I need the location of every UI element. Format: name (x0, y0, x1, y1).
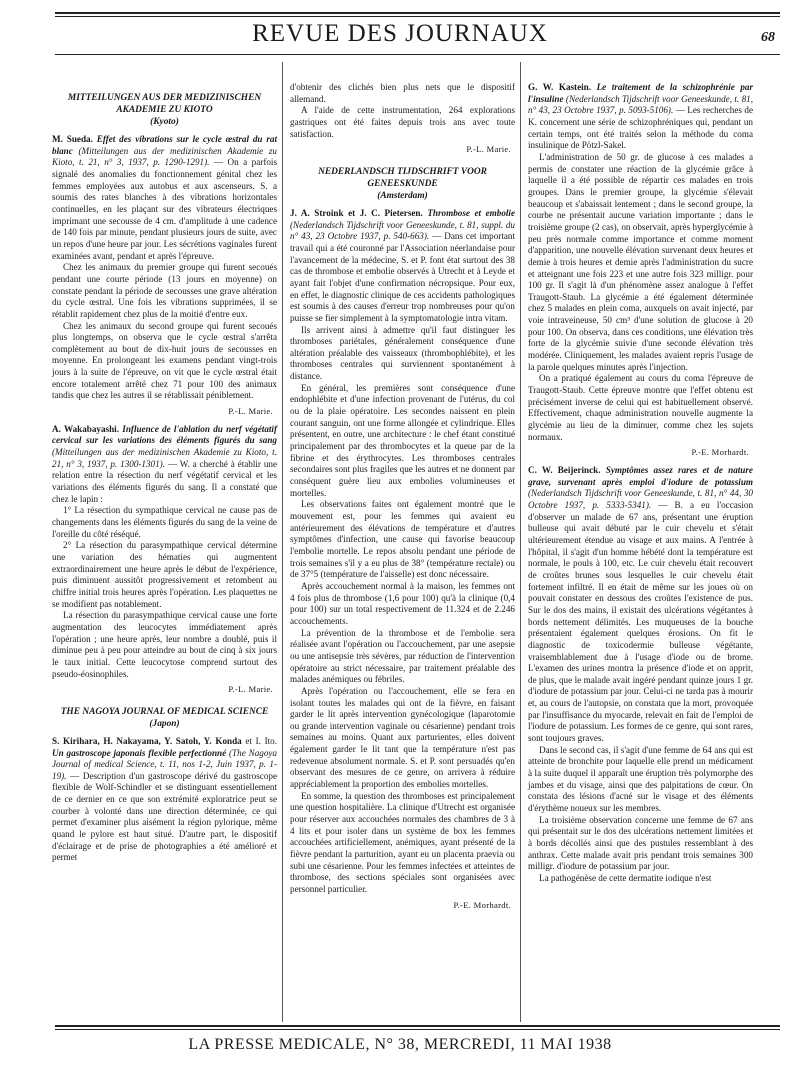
article-author: S. Kirihara, H. Nakayama, Y. Satoh, Y. Konda (52, 735, 242, 746)
article-stroink (290, 208, 515, 911)
article-signature: P.-E. Morhardt. (691, 447, 749, 458)
paragraph: La pathogénèse de cette dermatite iodique n'est (539, 872, 712, 883)
journal-name: THE NAGOYA JOURNAL OF MEDICAL SCIENCE (60, 706, 269, 717)
article-title: Symptômes assez rares et de nature grave, survenant après emploi d'iodure de potassium (528, 465, 753, 487)
paragraph: d'obtenir des clichés bien plus nets que le dispositif allemand. (290, 82, 515, 104)
paragraph: Chez les animaux du premier groupe qui furent secoués pendant une courte période (13 jours en moyenne) on constate pendant la période de secousses une grave altération du cycle œstral. Une fois les vibrations supprimées, il se rétablit rapidement chez plus de la moitié d'entre eux. (52, 262, 277, 319)
column-1 (52, 82, 277, 864)
article-source: (Mitteilungen aus der medizinischen Akademie zu Kioto, t. 21, n° 3, 1937, p. 1290-1291). (52, 145, 277, 168)
paragraph: 2° La résection du parasympathique cervical détermine une variation des hématies qui augmentent extraordinairement une heure après le début de l'expérience, puis diminuent aussitôt progressivement et retombent au chiffre initial trois heures après l'opération. Les plaquettes ne se modifient pas notablement. (52, 540, 277, 609)
article-title: Effet des vibrations sur le cycle œstral du rat blanc (52, 134, 277, 156)
column-divider-1 (282, 62, 283, 1022)
header-rule-bottom (55, 54, 780, 55)
article-author: M. Sueda. (52, 134, 93, 144)
paragraph: A l'aide de cette instrumentation, 264 explorations gastriques ont été faites depuis trois ans avec toute satisfaction. (290, 105, 515, 139)
paragraph: — On a parfois signalé des anomalies du fonctionnement génital chez les femmes employées aux autobus et aux ascenseurs. S. a soumis des rates blanches à des vibrations horizontales continuelles, en les plaçant sur des vibrateurs électriques imprimant une secousse de 4 cm. d'amplitude à une cadence de 140 fois par minute, pendant plusieurs jours de suite, avec un repos d'une heure par jour. Les sécrétions vaginales furent examinées avant, pendant et après l'épreuve. (52, 157, 278, 261)
paragraph: La résection du parasympathique cervical cause une forte augmentation des leucocytes immédiatement après l'opération ; une heure après, leur nombre a doublé, puis il diminue peu à peu pour atteindre au bout de cinq à six jours le taux initial. Cette leucocytose comprend surtout des pseudo-éosinophiles. (52, 610, 277, 679)
article-title: Influence de l'ablation du nerf végétatif cervical sur les variations des éléments figurés du sang (52, 423, 278, 446)
article-author: J. A. Stroink et J. C. Pietersen. (290, 207, 423, 218)
article-wakabayashi (52, 424, 277, 696)
paragraph: La prévention de la thrombose et de l'embolie sera réalisée avant l'opération ou l'accouchement, par une asepsie ou une antisepsie très sévères, par réduction de l'intervention opératoire au strict nécessaire, par traitement préalable des malades anémiques ou fébriles. (290, 627, 515, 685)
paragraph: Ils arrivent ainsi à admettre qu'il faut distinguer les thromboses pariétales, généralement conséquence d'une altération préalable des vaisseaux (thrombophlébite), et les thromboses centrales qui surviennent spontanément à distance. (290, 324, 515, 382)
paragraph: La troisième observation concerne une femme de 67 ans qui présentait sur le dos des ulcérations nettement limitées et à bords décollés ainsi que des pustules ressemblant à des anthrax. Cette malade avait pris pendant trois semaines 300 milligr. d'iodure de potassium par jour. (528, 814, 753, 872)
paragraph: Après accouchement normal à la maison, les femmes ont 4 fois plus de thrombose (1,6 pour 100) qu'à la clinique (0,4 pour 100) sur un total respectivement de 11.324 et de 2.246 accouchements. (290, 580, 515, 626)
header-rule-thin (55, 16, 780, 17)
paragraph: En somme, la question des thromboses est principalement une question hospitalière. La clinique d'Utrecht est organisée pour réserver aux accouchées normales des chambres de 3 à 4 lits et pour isoler dans un système de box les femmes accouchées artificiellement, anémiques, ayant présenté de la fièvre pendant la parturition, ayant eu un placenta praevia ou subi une césarienne. Pour les femmes infectées et atteintes de thrombose, des sections spéciales sont organisées avec personnel particulier. (290, 790, 515, 894)
article-signature: P.-E. Morhardt. (453, 899, 511, 910)
article-source: (Nederlandsch Tijdschrift voor Geneeskunde, t. 81, n° 43, 23 Octobre 1937, p. 5093-5106). (528, 93, 754, 116)
footer-rule-thin (55, 1029, 780, 1030)
journal-heading-nederlandsch (290, 166, 515, 202)
paragraph: — W. a cherché à établir une relation entre la résection du nerf végétatif cervical et les variations des éléments figurés du sang. Il a constaté que chez le lapin : (52, 458, 278, 504)
paragraph: — B. a eu l'occasion d'observer un malade de 67 ans, présentant une éruption bulleuse qui avait débuté par le cuir chevelu et s'était ultérieurement étendue au visage et aux mains. A l'entrée à l'hôpital, il s'agit d'un homme hébété dont la température est normale, le pouls à 100, etc. Le cuir chevelu était recouvert de croûtes brunes sous lesquelles le cuir chevelu était fortement infiltré. Il en était de même sur les joues où on pouvait constater en dessous des croûtes l'existence de pus. Sur le dos des mains, il existait des ulcérations végétantes à bords nettement délimités. Les muqueuses de la bouche présentaient également quelques érosions. On fit le diagnostic de toxicodermie bulleuse végétante, vraisemblablement due à l'usage d'iode ou de brome. L'examen des urines montra la présence d'iode et on apprit, de plus, que le malade avait ingéré pendant quinze jours 1 gr. d'iodure de potassium par jour. Celui-ci ne tarda pas à mourir et, au cours de l'autopsie, on constata que la mort, provoquée par l'insuffisance du myocarde, relevait en fait de l'emploi de l'iodure de potassium. Les formes de ce genre, qui sont rares, sont toujours graves. (528, 499, 754, 744)
paragraph: — Les recherches de K. concernent une série de schizophréniques qui, pendant un certain temps, ont été traités selon la méthode du coma insulinique de Pötzl-Sakel. (528, 105, 753, 151)
article-signature: P.-L. Marie. (228, 684, 273, 695)
article-kastein (528, 82, 753, 459)
paragraph: Dans le second cas, il s'agit d'une femme de 64 ans qui est atteinte de bronchite pour laquelle elle prend un médicament à la suite duquel il apparaît une éruption très polymorphe des jambes et du visage, ainsi que des palpitations de cœur. On constata des lésions d'acné sur le visage et des éléments d'érythème noueux sur les membres. (528, 744, 753, 814)
paragraph: — Dans cet important travail qui a été couronné par l'Association néerlandaise pour l'avancement de la médecine, S. et P. font état surtout des 38 cas de thrombose et embolie observés à Utrecht et à Leyde et ayant fait l'objet d'une confirmation nécropsique. Pour eux, en effet, le diagnostic clinique de ces accidents pathologiques est soumis à des causes d'erreur trop nombreuses pour qu'on puisse se fier simplement à la symptomatologie intra vitam. (290, 231, 516, 323)
footer-rule-thick (55, 1025, 780, 1027)
journal-name: MITTEILUNGEN AUS DER MEDIZINISCHEN AKADEMIE ZU KIOTO (67, 93, 262, 115)
journal-heading-nagoya (52, 706, 277, 730)
article-source: (Mitteilungen aus der medizinischen Akademie zu Kioto, t. 21, n° 3, 1937, p. 1300-1301). (52, 447, 277, 469)
paragraph: En général, les premières sont conséquence d'une endophlébite et d'une infection provenant de l'utérus, du col ou de la plaie opératoire. Les secondes naissent en plein courant sanguin, ont une forme allongée et cylindrique. Elles présentent, en outre, une architecture : le chef étant constitué principalement par des thrombocytes et la queue par de la fibrine et des érythrocytes. Les thromboses centrales secondaires sont plus fragiles que les autres et ne donnent par conséquent guère lieu aux embolies volumineuses et mortelles. (290, 382, 515, 498)
article-author: C. W. Beijerinck. (528, 465, 601, 475)
journal-heading-kioto (52, 92, 277, 128)
column-divider-2 (520, 62, 521, 1022)
article-title: Thrombose et embolie (427, 207, 515, 218)
column-2 (290, 82, 515, 917)
article-author: A. Wakabayashi. (52, 423, 119, 434)
column-3 (528, 82, 753, 885)
journal-place: (Amsterdam) (377, 190, 428, 201)
article-signature: P.-L. Marie. (466, 144, 511, 155)
page-footer: LA PRESSE MEDICALE, N° 38, MERCREDI, 11 MAI 1938 (188, 1036, 612, 1053)
paragraph: 1° La résection du sympathique cervical ne cause pas de changements dans les éléments figurés du sang de la veine de l'oreille du côté réséqué. (52, 505, 277, 539)
journal-place: (Japon) (149, 718, 180, 729)
paragraph: L'administration de 50 gr. de glucose à ces malades a permis de constater une réaction de la glycémie grâce à laquelle il a été possible de répartir ces malades en trois groupes. Dans le premier groupe, la glycémie s'élevait beaucoup et s'abaissait lentement ; dans le second groupe, la courbe ne présentait aucune variation importante ; dans le troisième groupe (2 cas), on observait, après hyperglycémie à peu près normale comme importance et comme moment d'apparition, une nouvelle élévation survenant deux heures et demie à trois heures et demie après l'administration du sucre et atteignant une fois 223 et une autre fois 323 milligr. pour 100 gr. Il s'agit là d'un phénomène assez analogue à l'effet Traugott-Staub. La glycémie a été également déterminée chez 5 malades en plein coma, auxquels on avait injecté, par voie intraveineuse, 50 cm³ d'une solution de glucose à 20 pour 100. On observa, dans ces conditions, une élévation très forte de la glycémie suivie d'une seconde élévation très modérée. Cliniquement, les malades avaient repris l'usage de la parole quelques minutes après l'injection. (528, 151, 753, 372)
paragraph: On a pratiqué également au cours du coma l'épreuve de Traugott-Staub. Cette épreuve montre que l'effet obtenu est précisément inverse de celui qui est habituellement observé. Effectivement, chaque administration nouvelle augmente la glycémie au lieu de la diminuer, comme chez les sujets normaux. (528, 373, 753, 442)
paragraph: Les observations faites ont également montré que le mouvement est, pour les femmes qui avaient eu antérieurement des élévations de température et d'autres symptômes d'infection, une cause qui favorise beaucoup l'embolie mortelle. Le repos absolu pendant une période de trois semaines s'il y a eu plus de 38° (température rectale) ou de 37°5 (température de l'aisselle) est donc nécessaire. (290, 499, 515, 580)
paragraph: — Description d'un gastroscope dérivé du gastroscope flexible de Wolf-Schindler et se distinguant essentiellement de ce dernier en ce que son extrémité exploratrice peut se courber à volonté dans une direction déterminée, ce qui permet d'examiner plus aisément la région pylorique, même quand le pylore est haut situé. D'autre part, le dispositif d'éclairage et de prise de photographies a été amélioré et permet (52, 770, 278, 863)
article-source: (Nederlandsch Tijdschrift voor Geneeskunde, t. 81, suppl. du n° 43, 23 Octobre 1937, p. 540-663). (290, 219, 515, 242)
running-head-title: REVUE DES JOURNAUX (252, 20, 548, 47)
article-sueda (52, 134, 277, 418)
article-title: Le traitement de la schizophrénie par l'insuline (528, 82, 753, 104)
journal-name: NEDERLANDSCH TIJDSCHRIFT VOOR GENEESKUNDE (318, 166, 487, 189)
article-author: G. W. Kastein. (528, 82, 592, 92)
article-kirihara (52, 736, 277, 864)
paragraph: Chez les animaux du second groupe qui furent secoués plus longtemps, on observa que le cycle œstral s'arrêta complètement au bout de dix-huit jours de secousses en moyenne. En prolongeant les examens pendant vingt-trois jours à la suite de l'épreuve, on vit que le cycle œstral était encore totalement arrêté chez 71 pour 100 des animaux tandis que chez les autres il se rétablissait péniblement. (52, 320, 277, 401)
article-beijerinck (528, 465, 753, 885)
article-author-cont: et I. Ito. (245, 735, 278, 746)
paragraph: Après l'opération ou l'accouchement, elle se fera en isolant toutes les malades qui ont de la fièvre, en faisant garder le lit après intervention gynécologique (laparotomie ou grande intervention vaginale ou césarienne) pendant trois semaines au moins. Quant aux parturientes, elles doivent également garder le lit tant que la température n'est pas redevenue absolument normale. S. et P. sont persuadés qu'en observant des mesures de ce genre, on arrivera à réduire appréciablement la proportion des embolies mortelles. (290, 685, 515, 790)
page-number: 68 (761, 30, 775, 45)
article-source: (Nederlandsch Tijdschrift voor Geneeskunde, t. 81, n° 44, 30 Octobre 1937, p. 5333-5341). (528, 488, 753, 510)
article-source: (The Nagoya Journal of medical Science, t. 11, nos 1-2, Juin 1937, p. 1-19). (52, 747, 277, 781)
header-rule-top (55, 12, 780, 14)
article-title: Un gastroscope japonais flexible perfectionné (52, 747, 227, 758)
journal-place: (Kyoto) (150, 117, 179, 127)
article-signature: P.-L. Marie. (228, 406, 273, 417)
